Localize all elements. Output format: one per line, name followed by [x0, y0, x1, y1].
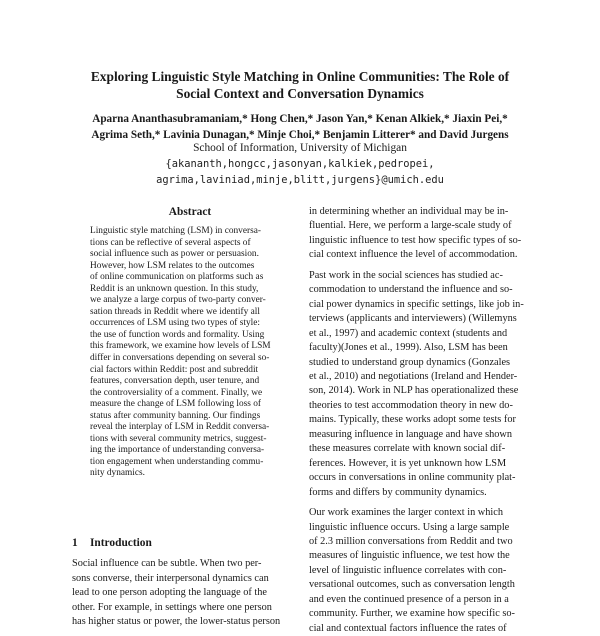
body-line: studied to understand group dynamics (Gonzales: [309, 356, 511, 368]
abstract-line: ing the importance of understanding conversa-: [90, 445, 265, 456]
body-line: Our work examines the larger context in which: [309, 507, 503, 519]
abstract-line: differ in conversations depending on several so-: [90, 353, 270, 364]
author-line: Aparna Ananthasubramaniam,* Hong Chen,* Jason Yan,* Kenan Alkiek,* Jiaxin Pei,*: [92, 113, 508, 125]
abstract-line: social influence such as power or persuasion.: [90, 249, 259, 260]
abstract-line: occurrences of LSM using two types of style:: [90, 318, 260, 329]
body-line: linguistic influence occurs. Using a large sample: [309, 521, 510, 533]
abstract-line: the controversiality of a comment. Finally, we: [90, 387, 263, 398]
body-line: commodation to understand the influence and so-: [309, 284, 513, 296]
body-line: linguistic influence to test how specific types of so-: [309, 234, 522, 246]
abstract-line: status after community banning. Our findings: [90, 410, 261, 421]
body-line: son, 2014). Work in NLP has operationalized these: [309, 385, 519, 397]
abstract-line: nity dynamics.: [90, 468, 146, 479]
intro-line: other. For example, in settings where one person: [72, 601, 272, 613]
body-line: of 2.3 million conversations from Reddit and two: [309, 535, 513, 547]
body-line: fluential. Here, we perform a large-scale study of: [309, 220, 512, 232]
intro-line: lead to one person adopting the language of the: [72, 587, 268, 598]
paragraph: [309, 269, 535, 500]
body-line: cial and contextual factors influence the rates of: [309, 622, 507, 634]
section-heading-introduction: [72, 537, 292, 550]
body-line: terviews (applicants and interviewers) (Willemyns: [309, 313, 517, 325]
body-line: forms and differs by community dynamics.: [309, 486, 487, 498]
abstract-line: However, how LSM relates to the outcomes: [90, 260, 255, 271]
body-line: Past work in the social sciences has studied ac-: [309, 269, 503, 281]
body-line: measures of linguistic influence, we test how the: [309, 550, 510, 562]
author-list: [60, 112, 540, 143]
abstract-heading: Abstract: [168, 206, 212, 218]
paper-title: [60, 68, 540, 102]
body-line: et al., 2010) and negotiations (Ireland and Hender-: [309, 370, 518, 382]
author-line: Agrima Seth,* Lavinia Dunagan,* Minje Choi,* Benjamin Litterer* and David Jurgens: [91, 128, 509, 141]
body-line: cial context influence the level of accommodation.: [309, 249, 518, 261]
introduction-body: [72, 557, 298, 630]
abstract-line: measure the change of LSM following loss of: [90, 399, 262, 410]
body-line: versational outcomes, such as conversation length: [309, 579, 515, 591]
body-line: and even the continued presence of a person in a: [309, 593, 509, 605]
body-line: these measures correlate with known social dif-: [309, 443, 506, 455]
abstract-line: Reddit is an unknown question. In this study,: [90, 283, 259, 294]
abstract-line: the use of function words and formality. Using: [90, 329, 265, 340]
body-line: mains. Typically, these works adopt some tests for: [309, 414, 516, 426]
abstract-line: of online communication on platforms such as: [90, 272, 264, 283]
abstract-line: reveal the interplay of LSM in Reddit conversa-: [90, 422, 270, 433]
author-emails: [60, 156, 540, 188]
right-column-body: [309, 205, 535, 636]
intro-line: sons converse, their interpersonal dynamics can: [72, 572, 269, 584]
email-line: agrima,laviniad,minje,blitt,jurgens}@umich.edu: [156, 174, 444, 186]
paragraph: [309, 205, 535, 263]
body-line: ferences. However, it is yet unknown how LSM: [309, 457, 507, 469]
affiliation: School of Information, University of Michigan: [193, 142, 407, 154]
abstract-line: tions with several community metrics, suggest-: [90, 433, 267, 444]
body-line: theories to test accommodation theory in new do-: [309, 399, 513, 411]
abstract-body: [90, 226, 292, 480]
abstract-line: tion engagement when understanding commu-: [90, 456, 264, 467]
abstract-line: Linguistic style matching (LSM) in conversa-: [90, 226, 262, 236]
intro-line: has higher status or power, the lower-status person: [72, 616, 281, 627]
section-number: 1: [72, 537, 78, 549]
body-line: occurs in conversations in online community plat-: [309, 472, 516, 484]
section-title: Introduction: [90, 537, 152, 549]
body-line: measuring influence in language and have shown: [309, 428, 513, 440]
body-line: level of linguistic influence correlates with con-: [309, 564, 507, 576]
body-line: cial power dynamics in specific settings, like job in-: [309, 298, 524, 310]
paragraph: [309, 506, 535, 636]
intro-line: Social influence can be subtle. When two per-: [72, 558, 262, 569]
title-line: Social Context and Conversation Dynamics: [176, 86, 424, 101]
email-line: {akananth,hongcc,jasonyan,kalkiek,pedropei,: [165, 158, 435, 170]
abstract-line: tions can be reflective of several aspects of: [90, 237, 251, 248]
body-line: in determining whether an individual may be in-: [309, 206, 509, 217]
abstract-line: this framework, we examine how levels of LSM: [90, 341, 271, 352]
body-line: community. Further, we examine how specific so-: [309, 608, 515, 620]
body-line: et al., 1997) and academic context (students and: [309, 327, 508, 339]
abstract-line: cial factors within Reddit: post and subreddit: [90, 364, 259, 375]
body-line: faculty)(Jones et al., 1999). Also, LSM has been: [309, 342, 508, 354]
abstract-line: sation threads in Reddit where we identify all: [90, 306, 260, 317]
title-line: Exploring Linguistic Style Matching in Online Communities: The Role of: [90, 69, 510, 84]
abstract-line: features, conversation depth, user tenure, and: [90, 376, 260, 387]
abstract-line: we analyze a large corpus of two-party conver-: [90, 295, 266, 306]
